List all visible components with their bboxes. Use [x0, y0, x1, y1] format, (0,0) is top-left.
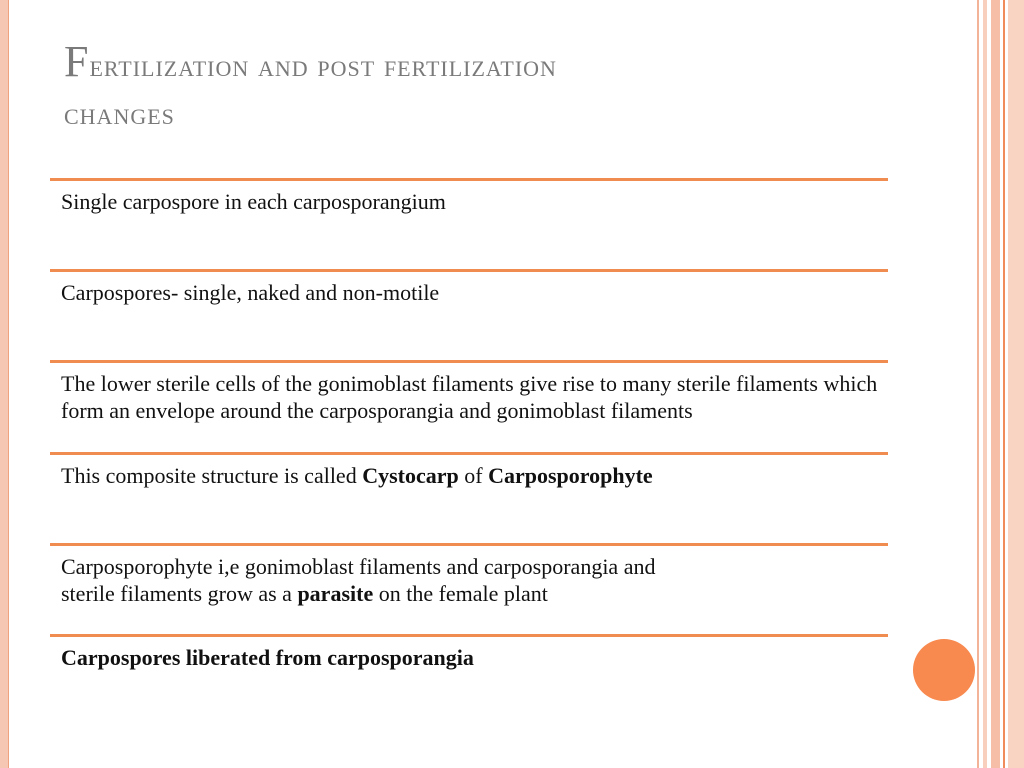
title-initial: F — [64, 37, 90, 86]
decorative-circle — [913, 639, 975, 701]
table-row — [50, 543, 888, 634]
slide-title — [64, 38, 884, 138]
row-text: Carpospores- single, naked and non-motile — [61, 280, 440, 305]
right-stripe — [983, 0, 987, 768]
table-row — [50, 178, 888, 269]
row-text-line-1: Carposporophyte i,e gonimoblast filaments and carposporangia and — [61, 554, 656, 579]
table-row — [50, 452, 888, 543]
table-row — [50, 360, 888, 452]
table-row — [50, 269, 888, 360]
table-row — [50, 634, 888, 694]
title-line-1-text: ertilization and post fertilization — [89, 48, 557, 83]
carposporophyte-term: Carposporophyte — [488, 463, 653, 488]
title-line-1 — [64, 38, 884, 90]
content-table — [50, 178, 888, 694]
row-bold-text: Carpospores liberated from carposporangia — [61, 645, 474, 670]
left-decorative-stripe — [0, 0, 8, 768]
row-text-line-2-suffix: on the female plant — [373, 581, 548, 606]
right-stripe — [977, 0, 979, 768]
row-text-mid: of — [458, 463, 489, 488]
right-stripe — [991, 0, 1000, 768]
row-text-line-2-prefix: sterile filaments grow as a — [61, 581, 298, 606]
row-text-prefix: This composite structure is called — [61, 463, 363, 488]
right-stripe — [1003, 0, 1005, 768]
parasite-term: parasite — [297, 581, 374, 606]
right-decorative-stripes — [977, 0, 1024, 768]
row-text: The lower sterile cells of the gonimoblast filaments give rise to many sterile filaments which form an envelope around the carposporangia and gonimoblast filaments — [61, 371, 878, 423]
right-stripe — [1008, 0, 1024, 768]
title-line-2: changes — [64, 96, 175, 131]
cystocarp-term: Cystocarp — [362, 463, 459, 488]
row-text: Single carpospore in each carposporangium — [61, 189, 446, 214]
